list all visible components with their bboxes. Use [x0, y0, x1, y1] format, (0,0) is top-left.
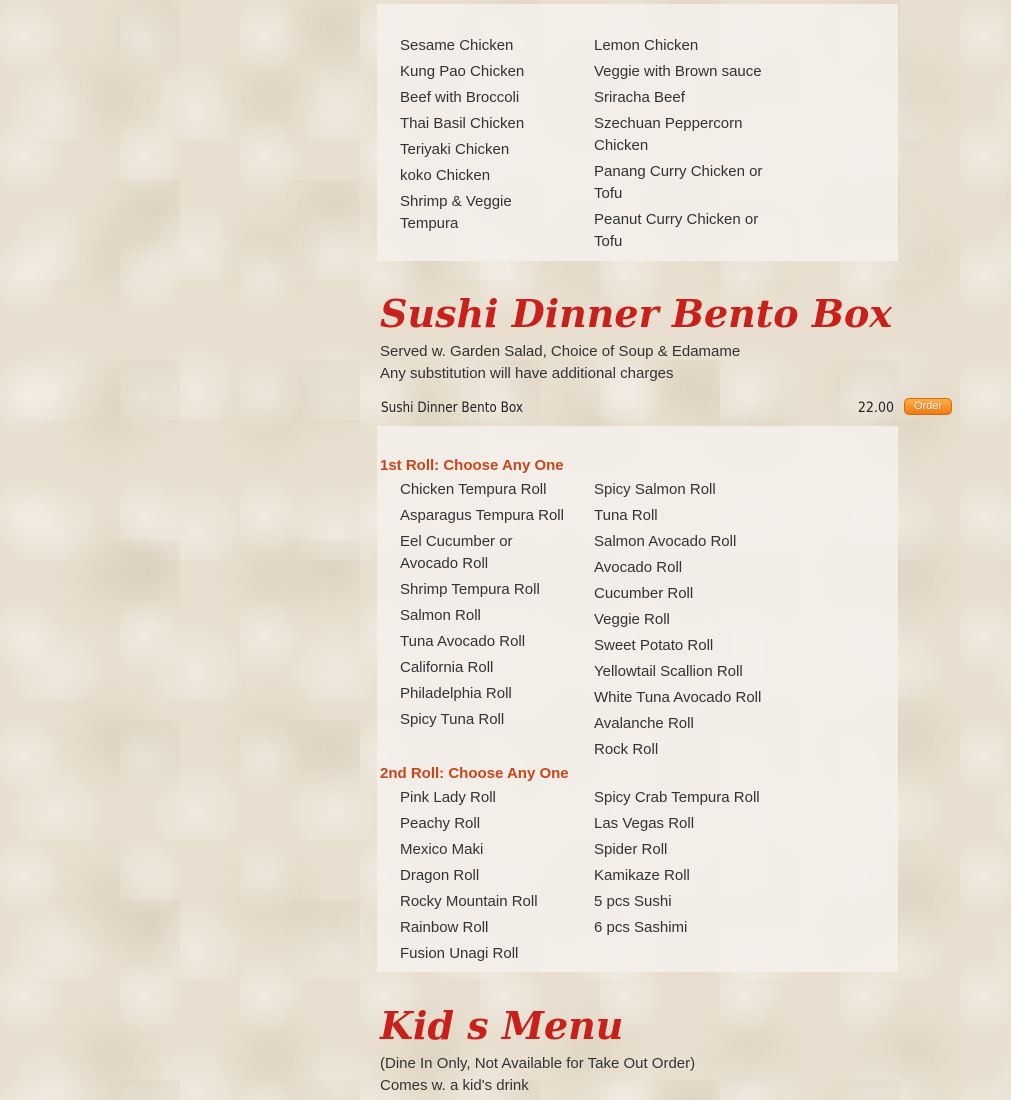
- list-item: Las Vegas Roll: [594, 815, 695, 832]
- roll-1-heading: 1st Roll: Choose Any One: [380, 457, 564, 474]
- list-item: 5 pcs Sushi: [594, 893, 672, 910]
- list-item: Spicy Crab Tempura Roll: [594, 789, 760, 806]
- list-item: Pink Lady Roll: [400, 789, 496, 806]
- list-item: Shrimp & Veggie Tempura: [400, 193, 512, 232]
- list-item: Tuna Roll: [594, 507, 658, 524]
- list-item: Rock Roll: [594, 741, 659, 758]
- list-item: Veggie with Brown sauce: [594, 63, 762, 80]
- list-item: Spider Roll: [594, 841, 668, 858]
- list-item: Fusion Unagi Roll: [400, 945, 519, 962]
- list-item: Asparagus Tempura Roll: [400, 507, 564, 524]
- list-item: Rocky Mountain Roll: [400, 893, 538, 910]
- list-item: Shrimp Tempura Roll: [400, 581, 540, 598]
- list-item: Teriyaki Chicken: [400, 141, 510, 158]
- section-title-sushi-bento: Sushi Dinner Bento Box: [380, 291, 892, 336]
- list-item: Salmon Roll: [400, 607, 481, 624]
- list-item: Peanut Curry Chicken or Tofu: [594, 211, 759, 250]
- list-item: Peachy Roll: [400, 815, 481, 832]
- list-item: Sriracha Beef: [594, 89, 685, 106]
- list-item: Philadelphia Roll: [400, 685, 512, 702]
- list-item: Chicken Tempura Roll: [400, 481, 547, 498]
- list-item: California Roll: [400, 659, 494, 676]
- list-item: Rainbow Roll: [400, 919, 489, 936]
- section-description: (Dine In Only, Not Available for Take Out Order): [380, 1055, 696, 1072]
- roll-2-heading: 2nd Roll: Choose Any One: [380, 765, 569, 782]
- list-item: Tuna Avocado Roll: [400, 633, 526, 650]
- list-item: Szechuan Peppercorn Chicken: [594, 115, 743, 154]
- list-item: Avalanche Roll: [594, 715, 694, 732]
- section-note: Any substitution will have additional charges: [380, 365, 674, 382]
- list-item: Avocado Roll: [594, 559, 683, 576]
- menu-item-price: 22.00: [857, 400, 894, 416]
- section-note: Comes w. a kid's drink: [380, 1077, 529, 1094]
- list-item: Eel Cucumber or Avocado Roll: [400, 533, 513, 572]
- order-button[interactable]: Order: [904, 398, 952, 415]
- list-item: Dragon Roll: [400, 867, 480, 884]
- list-item: Veggie Roll: [594, 611, 670, 628]
- list-item: Sweet Potato Roll: [594, 637, 714, 654]
- list-item: koko Chicken: [400, 167, 491, 184]
- list-item: 6 pcs Sashimi: [594, 919, 688, 936]
- list-item: Lemon Chicken: [594, 37, 699, 54]
- list-item: Thai Basil Chicken: [400, 115, 525, 132]
- list-item: Mexico Maki: [400, 841, 484, 858]
- list-item: Cucumber Roll: [594, 585, 694, 602]
- menu-item-name: Sushi Dinner Bento Box: [381, 400, 524, 416]
- list-item: Kung Pao Chicken: [400, 63, 525, 80]
- list-item: Salmon Avocado Roll: [594, 533, 737, 550]
- section-description: Served w. Garden Salad, Choice of Soup & Edamame: [380, 343, 741, 360]
- list-item: Kamikaze Roll: [594, 867, 690, 884]
- list-item: Panang Curry Chicken or Tofu: [594, 163, 763, 202]
- list-item: Beef with Broccoli: [400, 89, 520, 106]
- list-item: Spicy Salmon Roll: [594, 481, 716, 498]
- list-item: Yellowtail Scallion Roll: [594, 663, 743, 680]
- list-item: Sesame Chicken: [400, 37, 514, 54]
- list-item: Spicy Tuna Roll: [400, 711, 505, 728]
- list-item: White Tuna Avocado Roll: [594, 689, 762, 706]
- section-title-kids-menu: Kid s Menu: [380, 1003, 624, 1048]
